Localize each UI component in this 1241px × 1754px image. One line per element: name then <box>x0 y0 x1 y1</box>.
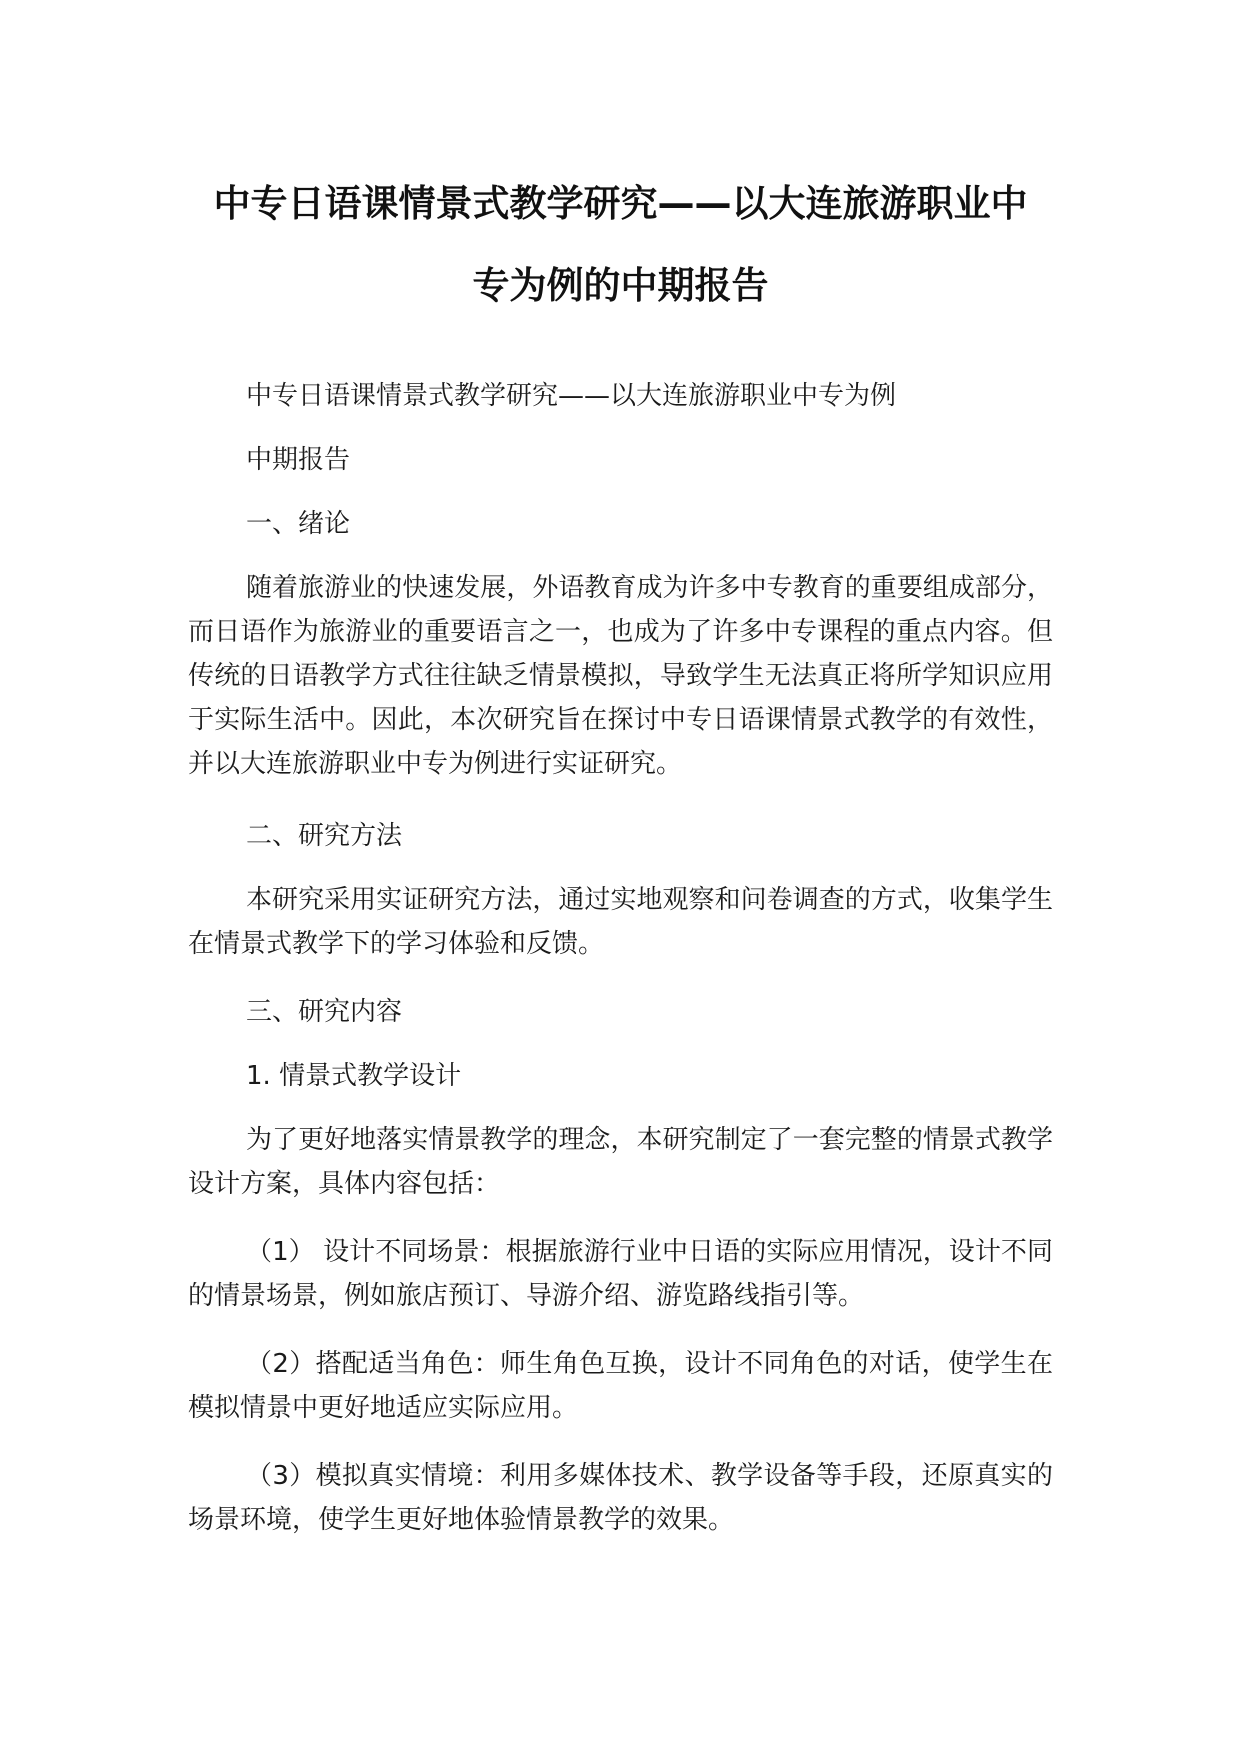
document-subtitle: 中专日语课情景式教学研究——以大连旅游职业中专为例 <box>246 381 897 411</box>
subsection-1-heading: 1. 情景式教学设计 <box>246 1061 462 1091</box>
section-2-heading: 二、研究方法 <box>246 821 403 851</box>
list-item-2: （2）搭配适当角色：师生角色互换，设计不同角色的对话，使学生在模拟情景中更好地适应实际应用。 <box>188 1349 1053 1423</box>
document-title-line-2: 专为例的中期报告 <box>472 264 769 307</box>
report-label: 中期报告 <box>246 445 351 475</box>
subsection-1-intro: 为了更好地落实情景教学的理念，本研究制定了一套完整的情景式教学设计方案，具体内容包括： <box>188 1125 1053 1199</box>
document-title-line-1: 中专日语课情景式教学研究——以大连旅游职业中 <box>213 182 1028 225</box>
list-item-3: （3）模拟真实情境：利用多媒体技术、教学设备等手段，还原真实的场景环境，使学生更好地体验情景教学的效果。 <box>188 1461 1053 1535</box>
section-3-heading: 三、研究内容 <box>246 997 403 1027</box>
section-1-heading: 一、绪论 <box>246 509 351 539</box>
section-1-body: 随着旅游业的快速发展，外语教育成为许多中专教育的重要组成部分，而日语作为旅游业的重要语言之一，也成为了许多中专课程的重点内容。但传统的日语教学方式往往缺乏情景模拟，导致学生无法真正将所学知识应用于实际生活中。因此，本次研究旨在探讨中专日语课情景式教学的有效性，并以大连旅游职业中专为例进行实证研究。 <box>188 573 1053 779</box>
list-item-1: （1） 设计不同场景：根据旅游行业中日语的实际应用情况，设计不同的情景场景，例如旅店预订、导游介绍、游览路线指引等。 <box>188 1237 1053 1311</box>
section-2-body: 本研究采用实证研究方法，通过实地观察和问卷调查的方式，收集学生在情景式教学下的学习体验和反馈。 <box>188 885 1053 959</box>
